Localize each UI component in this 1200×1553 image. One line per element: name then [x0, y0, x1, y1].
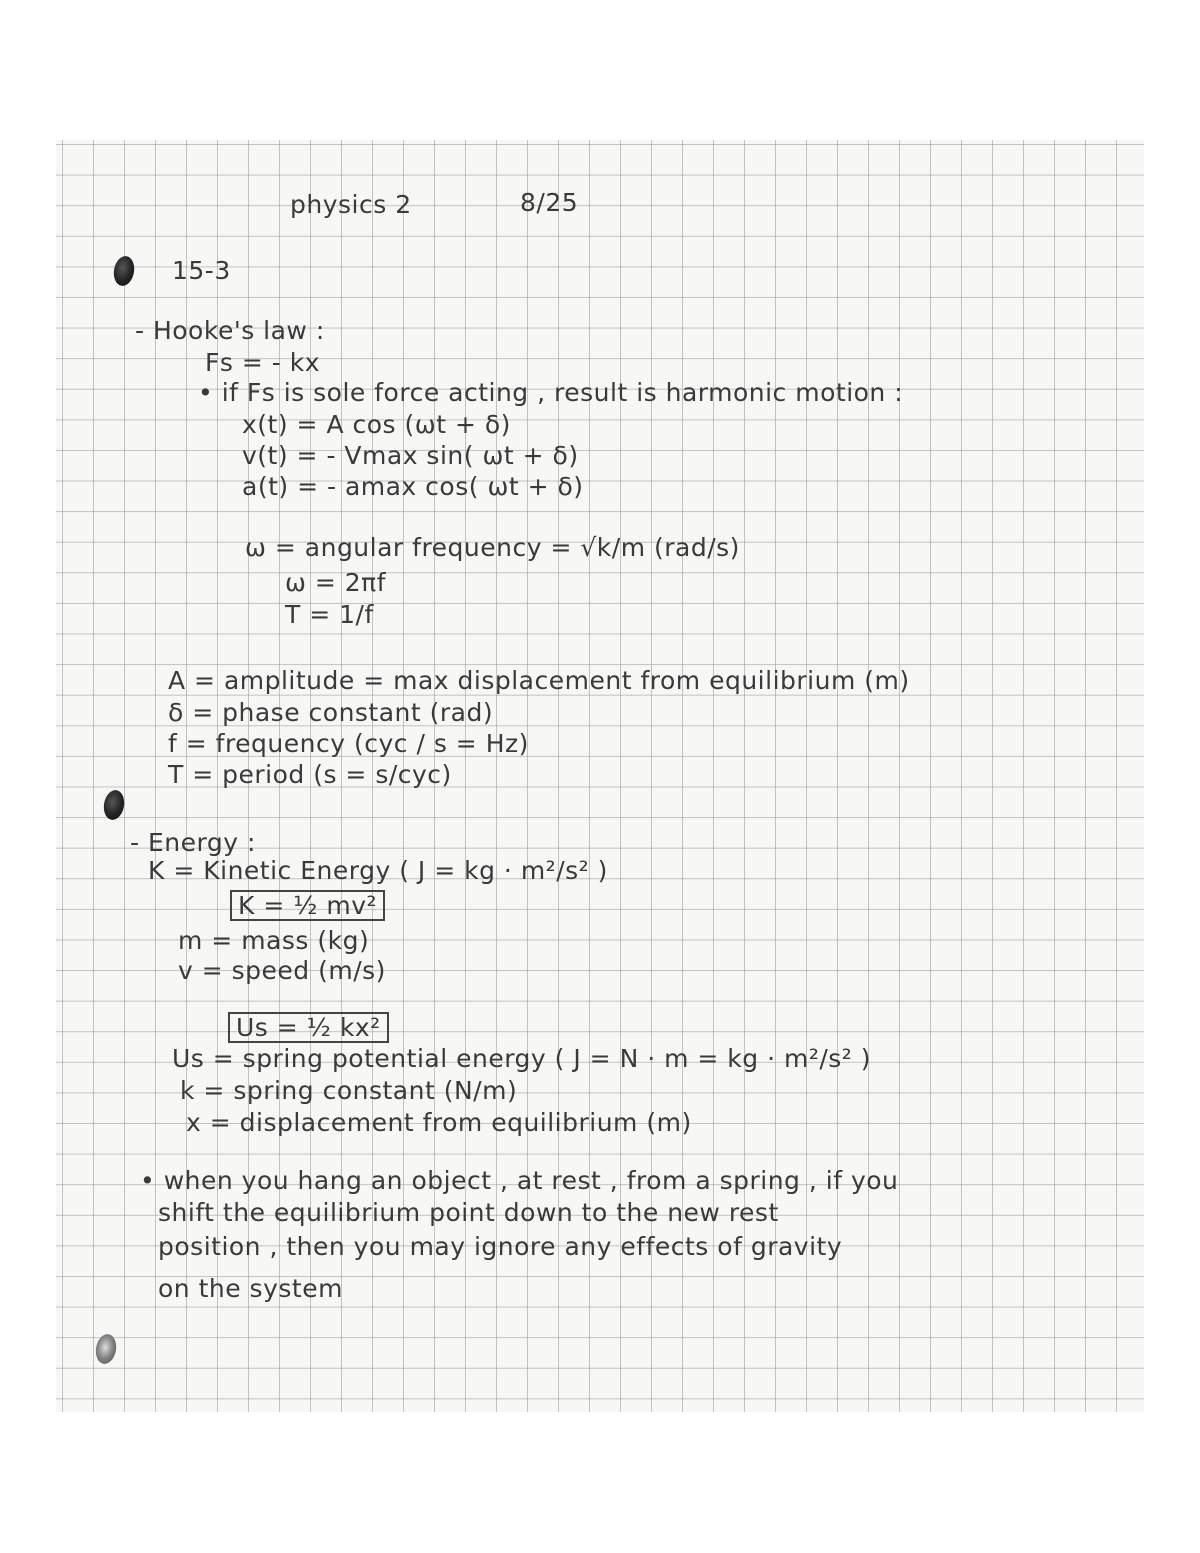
phase-constant-definition: δ = phase constant (rad)	[168, 698, 494, 727]
section-number: 15-3	[172, 256, 231, 285]
spring-constant-definition: k = spring constant (N/m)	[180, 1076, 518, 1105]
gravity-note-line-2: shift the equilibrium point down to the new rest	[158, 1198, 779, 1227]
spring-energy-formula-box: Us = ½ kx²	[228, 1012, 389, 1043]
hookes-law-heading: - Hooke's law :	[135, 316, 325, 345]
acceleration-equation: a(t) = - amax cos( ωt + δ)	[242, 472, 584, 501]
page-title: physics 2	[290, 190, 412, 219]
displacement-definition: x = displacement from equilibrium (m)	[186, 1108, 692, 1137]
period-definition: T = period (s = s/cyc)	[168, 760, 452, 789]
velocity-equation: v(t) = - Vmax sin( ωt + δ)	[242, 441, 579, 470]
spring-energy-definition: Us = spring potential energy ( J = N · m = kg · m²/s² )	[172, 1044, 872, 1073]
amplitude-definition: A = amplitude = max displacement from equilibrium (m)	[168, 666, 910, 695]
kinetic-energy-formula-box: K = ½ mv²	[230, 890, 385, 921]
page-date: 8/25	[520, 188, 579, 217]
angular-frequency-definition: ω = angular frequency = √k/m (rad/s)	[245, 533, 740, 562]
mass-definition: m = mass (kg)	[178, 926, 370, 955]
kinetic-energy-definition: K = Kinetic Energy ( J = kg · m²/s² )	[148, 856, 608, 885]
harmonic-motion-note: • if Fs is sole force acting , result is harmonic motion :	[198, 378, 904, 407]
gravity-note-line-1: • when you hang an object , at rest , from a spring , if you	[140, 1166, 899, 1195]
gravity-note-line-4: on the system	[158, 1274, 343, 1303]
speed-definition: v = speed (m/s)	[178, 956, 386, 985]
hookes-law-formula: Fs = - kx	[205, 348, 320, 377]
energy-heading: - Energy :	[130, 828, 256, 857]
position-equation: x(t) = A cos (ωt + δ)	[242, 410, 511, 439]
period-formula: T = 1/f	[285, 600, 374, 629]
frequency-definition: f = frequency (cyc / s = Hz)	[168, 729, 529, 758]
gravity-note-line-3: position , then you may ignore any effects of gravity	[158, 1232, 843, 1261]
angular-frequency-formula: ω = 2πf	[285, 568, 387, 597]
